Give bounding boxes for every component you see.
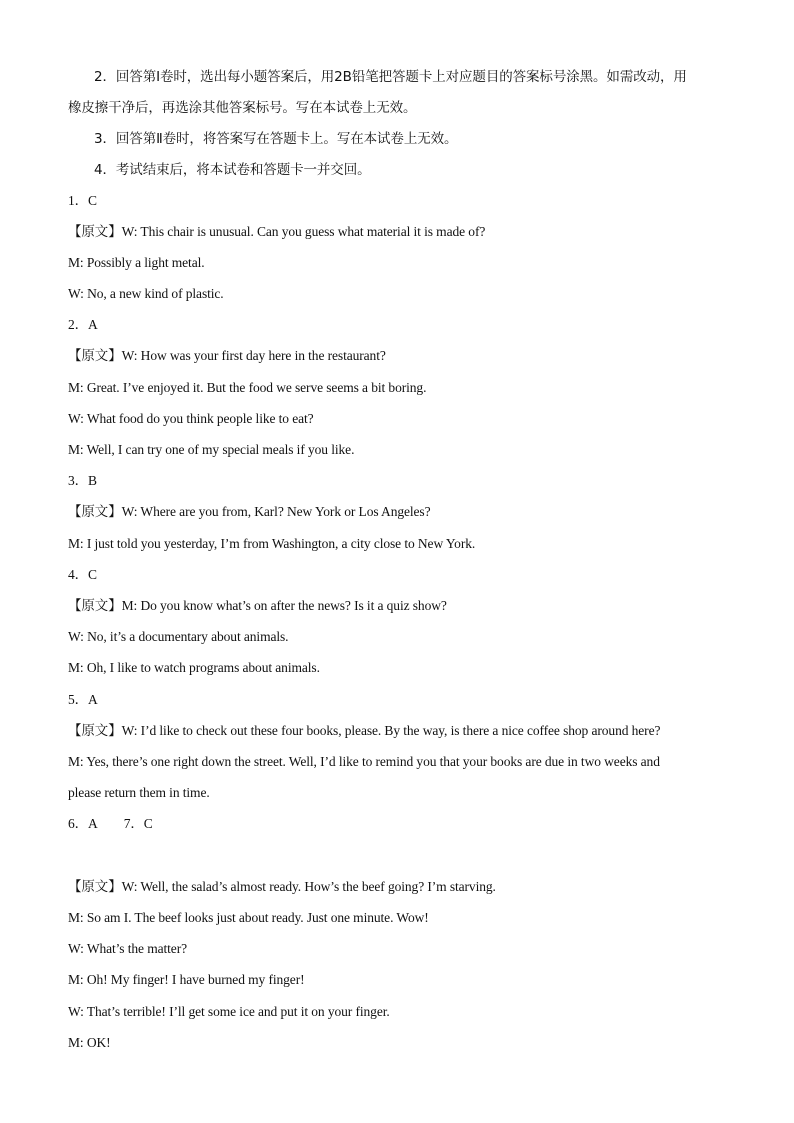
answer-4: 4．C — [68, 567, 97, 582]
transcript-line: M: I just told you yesterday, I’m from Washington, a city close to New York. — [68, 536, 476, 551]
transcript-line: M: Great. I’ve enjoyed it. But the food we serve seems a bit boring. — [68, 380, 427, 395]
instruction-4: 4．考试结束后，将本试卷和答题卡一并交回。 — [94, 162, 371, 178]
transcript-line: M: Yes, there’s one right down the street. Well, I’d like to remind you that your books are due in two weeks and — [68, 754, 660, 769]
transcript-line — [68, 877, 734, 897]
answer-7: 7．C — [123, 816, 153, 831]
transcript-line — [68, 222, 734, 242]
transcript-line — [68, 502, 734, 522]
transcript-tag: 【原文】 — [68, 879, 122, 895]
answer-6: 6．A — [68, 816, 98, 831]
transcript-line: W: What’s the matter? — [68, 941, 187, 956]
transcript-line: M: Oh! My finger! I have burned my finger! — [68, 972, 305, 987]
transcript-line: M: Possibly a light metal. — [68, 255, 205, 270]
instruction-2-line-2: 橡皮擦干净后，再选涂其他答案标号。写在本试卷上无效。 — [68, 100, 417, 116]
transcript-line — [68, 721, 734, 741]
transcript-tag: 【原文】 — [68, 598, 122, 614]
transcript-line: M: Oh, I like to watch programs about animals. — [68, 660, 320, 675]
answer-3: 3．B — [68, 473, 97, 488]
transcript-line: W: What food do you think people like to eat? — [68, 411, 314, 426]
answer-5: 5．A — [68, 692, 98, 707]
transcript-line — [68, 346, 734, 366]
transcript-tag: 【原文】 — [68, 348, 122, 364]
transcript-text: W: I’d like to check out these four books, please. By the way, is there a nice coffee shop around here? — [121, 723, 661, 738]
transcript-line: M: OK! — [68, 1035, 111, 1050]
transcript-tag: 【原文】 — [68, 504, 122, 520]
answer-2: 2．A — [68, 317, 98, 332]
transcript-line: W: No, a new kind of plastic. — [68, 286, 224, 301]
transcript-line — [68, 596, 734, 616]
answer-1: 1．C — [68, 193, 97, 208]
transcript-line: W: That’s terrible! I’ll get some ice and put it on your finger. — [68, 1004, 390, 1019]
transcript-text: W: Well, the salad’s almost ready. How’s the beef going? I’m starving. — [121, 879, 496, 894]
instruction-3: 3．回答第Ⅱ卷时，将答案写在答题卡上。写在本试卷上无效。 — [94, 131, 458, 147]
transcript-text: W: How was your first day here in the restaurant? — [121, 348, 386, 363]
transcript-text: M: Do you know what’s on after the news? Is it a quiz show? — [121, 598, 447, 613]
instruction-2-line-1: 2．回答第Ⅰ卷时，选出每小题答案后，用2B铅笔把答题卡上对应题目的答案标号涂黑。如需改动，用 — [94, 69, 687, 85]
transcript-line: please return them in time. — [68, 785, 210, 800]
transcript-line: M: So am I. The beef looks just about ready. Just one minute. Wow! — [68, 910, 429, 925]
transcript-text: W: This chair is unusual. Can you guess what material it is made of? — [121, 224, 486, 239]
transcript-tag: 【原文】 — [68, 723, 122, 739]
transcript-line: M: Well, I can try one of my special meals if you like. — [68, 442, 355, 457]
transcript-text: W: Where are you from, Karl? New York or Los Angeles? — [121, 504, 431, 519]
transcript-tag: 【原文】 — [68, 224, 122, 240]
transcript-line: W: No, it’s a documentary about animals. — [68, 629, 289, 644]
answer-6-7 — [68, 814, 734, 834]
